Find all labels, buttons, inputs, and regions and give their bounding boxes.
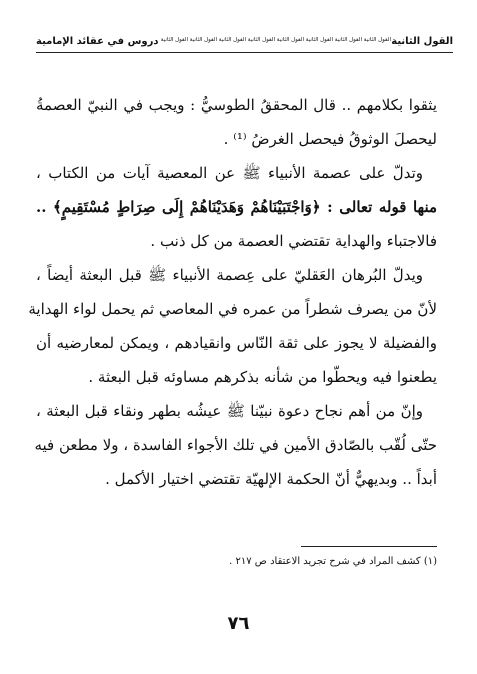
text-line: حتّى لُقّب بالصّادق الأمين في تلك الأجواء الفاسدة ، ولا مطعن فيه <box>34 436 437 454</box>
running-header <box>36 32 453 52</box>
text-line: والفضيلة لا يجوز على ثقة النّاس وانقيادهم ، ويمكن لمعارضيه أن <box>36 334 437 352</box>
main-text <box>28 88 437 496</box>
text-line: يطعنوا فيه ويحطّوا من شأنه بذكرهم مساوئه قبل البعثة . <box>88 368 437 386</box>
text-line: وإنّ من أهم نجاح دعوة نبيّنا ﷺ عيشُه بطهر ونقاء قبل البعثة ، <box>36 402 423 420</box>
header-chapter-title: القول الثانية <box>391 36 453 47</box>
header-divider <box>36 52 453 53</box>
text-line: وتدلّ على عصمة الأنبياء ﷺ عن المعصية آيات من الكتاب ، <box>36 164 423 182</box>
footnote-divider <box>301 546 437 547</box>
text-line: ليحصلَ الوثوقُ فيحصل الغرضُ ⁽¹⁾ . <box>223 130 437 148</box>
quran-verse-line: منها قوله تعالى : ﴿وَاجْتَبَيْنَاهُمْ وَهَدَيْنَاهُمْ إِلَى صِرَاطٍ مُسْتَقِيمٍ﴾ .. <box>36 198 437 216</box>
header-book-title: دروس في عقائد الإمامية <box>36 36 159 47</box>
text-line: لأنّ من يصرف شطراً من عمره في المعاصي ثم يحمل لواء الهداية <box>28 300 437 318</box>
text-line: أبداً .. وبديهيٌّ أنّ الحكمة الإلهيّة تقتضي اختيار الأكمل . <box>105 470 437 488</box>
text-line: يثقوا بكلامهم .. قال المحققُ الطوسيُّ : ويجب في النبيّ العصمةُ <box>36 96 437 114</box>
header-decorative-text: القول الثانية القول الثانية القول الثانية القول الثانية القول الثانية القول الثانية القول الثانية القول الثانية <box>160 37 391 43</box>
footnote: (١) كشف المراد في شرح تجريد الاعتقاد ص ٢١٧ . <box>229 556 437 567</box>
text-line: فالاجتباء والهداية تقتضي العصمة من كل ذنب . <box>150 232 437 250</box>
page-number: ٧٦ <box>227 613 250 634</box>
text-line: ويدلّ البُرهان العَقليّ على عِصمة الأنبياء ﷺ قبل البعثة أيضاً ، <box>36 266 423 284</box>
